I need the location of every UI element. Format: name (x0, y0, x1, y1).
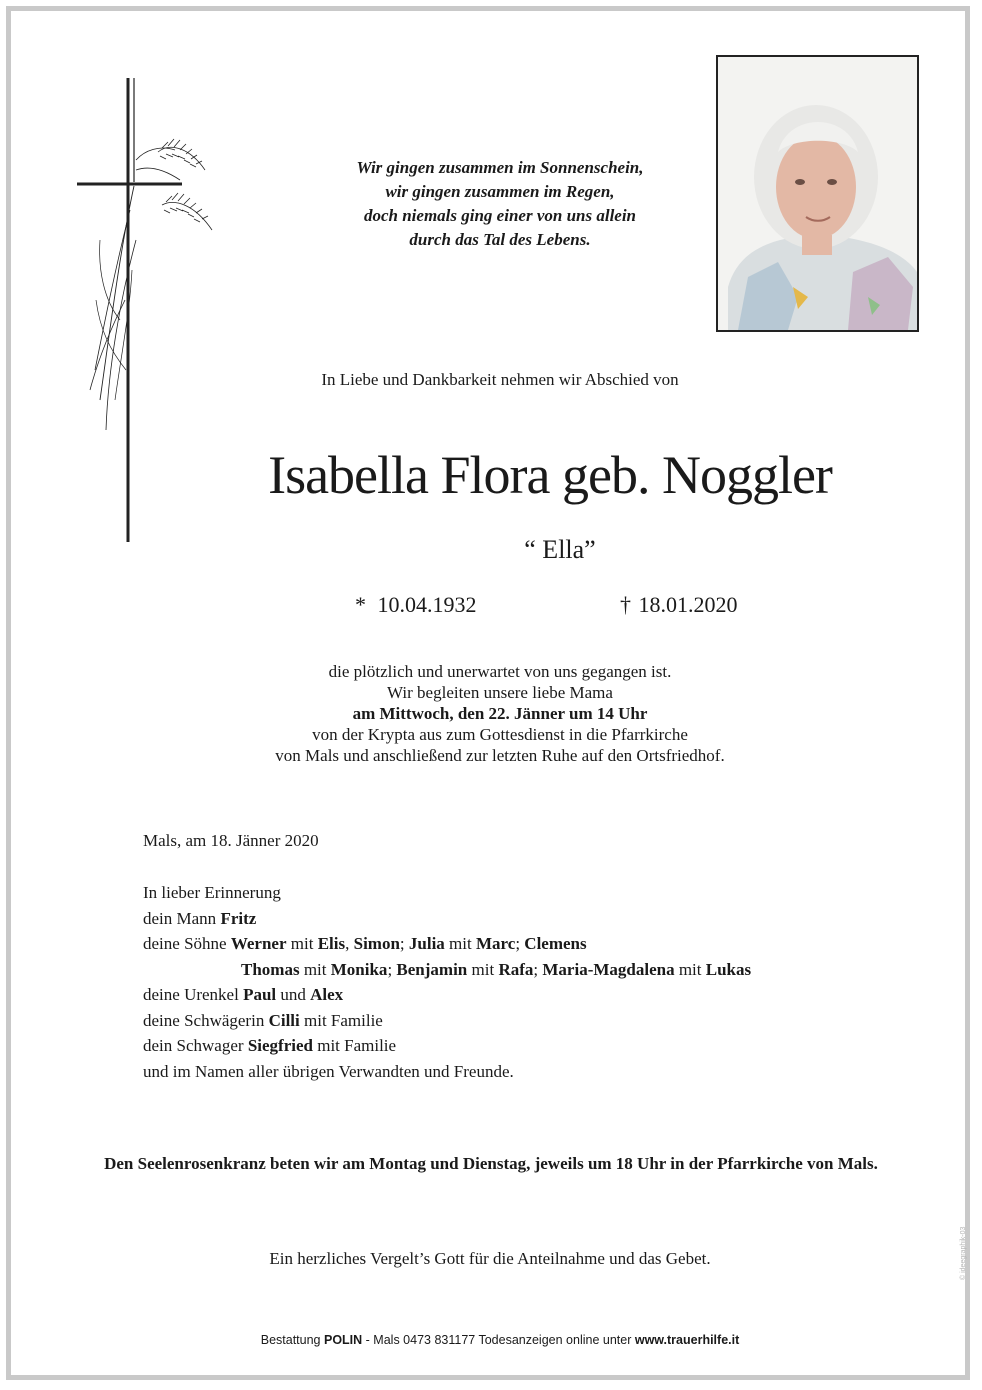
birth-date-value: 10.04.1932 (377, 592, 477, 617)
family-line: Thomas mit Monika; Benjamin mit Rafa; Maria-Magdalena mit Lukas (241, 959, 752, 979)
family-line: dein Mann Fritz (143, 908, 257, 928)
death-date (620, 592, 820, 618)
undertaker-name: POLIN (323, 1333, 363, 1347)
portrait-photo (716, 55, 919, 332)
death-date-value: 18.01.2020 (638, 592, 738, 617)
footer: Bestattung POLIN - Mals 0473 831177 Todesanzeigen online unter www.trauerhilfe.it (260, 1333, 740, 1347)
website-link[interactable]: www.trauerhilfe.it (634, 1333, 740, 1347)
rosary-notice: Den Seelenrosenkranz beten wir am Montag und Dienstag, jeweils um 18 Uhr in der Pfarrkirche von Mals. (104, 1154, 878, 1173)
poem-line: Wir gingen zusammen im Sonnenschein, (356, 158, 644, 177)
details-line: von Mals und anschließend zur letzten Ruhe auf den Ortsfriedhof. (275, 746, 725, 765)
thanks-text: Ein herzliches Vergelt’s Gott für die Anteilnahme und das Gebet. (269, 1249, 711, 1268)
details-line: Wir begleiten unsere liebe Mama (387, 683, 613, 702)
poem-line: durch das Tal des Lebens. (409, 230, 591, 249)
family-line: und im Namen aller übrigen Verwandten und Freunde. (143, 1061, 514, 1081)
family-line: In lieber Erinnerung (143, 883, 281, 902)
poem (240, 156, 760, 252)
details-line: am Mittwoch, den 22. Jänner um 14 Uhr (352, 704, 648, 723)
birth-date (355, 592, 555, 618)
poem-line: doch niemals ging einer von uns allein (363, 206, 637, 225)
side-watermark: © ideegraphik-03 (960, 1226, 967, 1280)
family-line: deine Söhne Werner mit Elis, Simon; Julia mit Marc; Clemens (143, 934, 587, 953)
family-line: dein Schwager Siegfried mit Familie (143, 1036, 397, 1055)
details-line: die plötzlich und unerwartet von uns gegangen ist. (328, 662, 672, 681)
death-cross-icon: † (620, 592, 631, 617)
family-line: deine Schwägerin Cilli mit Familie (143, 1010, 383, 1030)
place-date: Mals, am 18. Jänner 2020 (143, 831, 319, 850)
funeral-details (240, 661, 760, 766)
birth-star-icon: * (355, 592, 366, 617)
deceased-name: Isabella Flora geb. Noggler (268, 445, 832, 505)
nickname: “ Ella” (524, 535, 596, 564)
details-line: von der Krypta aus zum Gottesdienst in die Pfarrkirche (312, 725, 688, 744)
intro-text: In Liebe und Dankbarkeit nehmen wir Abschied von (321, 370, 679, 389)
poem-line: wir gingen zusammen im Regen, (385, 182, 615, 201)
family-list (143, 880, 923, 1084)
family-line: deine Urenkel Paul und Alex (143, 985, 344, 1004)
